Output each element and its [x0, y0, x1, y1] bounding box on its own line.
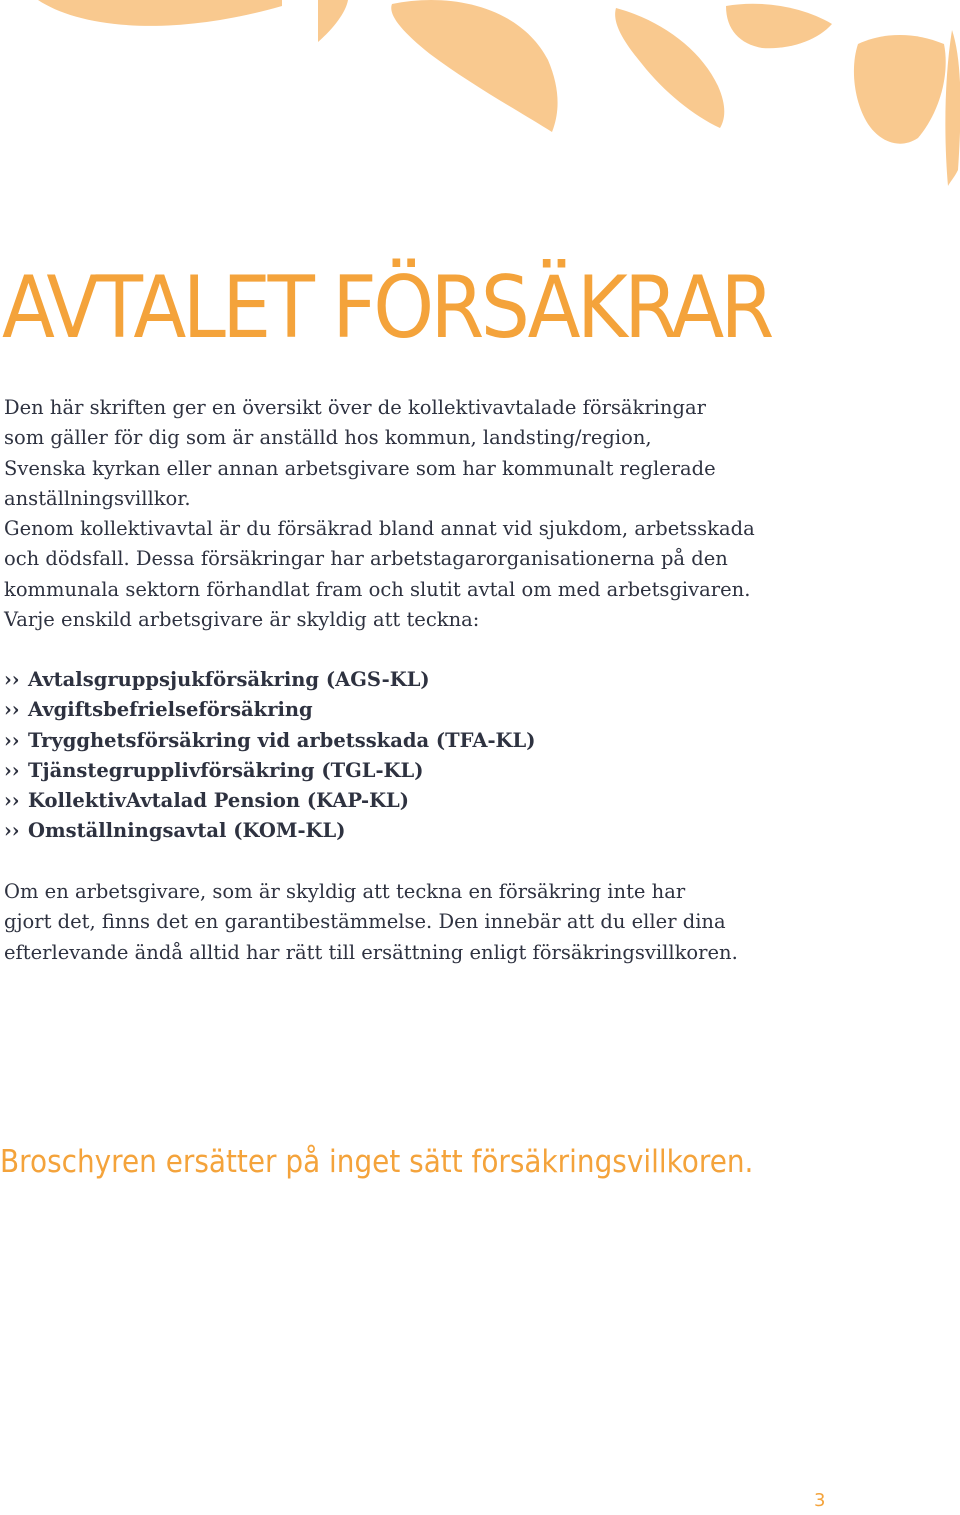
leaf-shape: [38, 0, 282, 26]
bullet-icon: ››: [4, 698, 20, 722]
page-title: AVTALET FÖRSÄKRAR: [2, 258, 771, 358]
bullet-icon: ››: [4, 728, 20, 752]
leaf-shape: [615, 8, 724, 128]
leaf-shape: [726, 4, 832, 49]
page-number: 3: [814, 1490, 826, 1511]
leaf-shape: [945, 30, 960, 186]
bullet-icon: ››: [4, 789, 20, 813]
bullet-icon: ››: [4, 758, 20, 782]
list-item: [4, 695, 535, 725]
list-item-label: Tjänstegrupplivförsäkring (TGL-KL): [28, 758, 424, 782]
guarantee-paragraph: Om en arbetsgivare, som är skyldig att teckna en försäkring inte har gjort det, finns det en garantibestämmelse. Den innebär att du eller dina efterlevande ändå alltid har rätt till ersättning enligt försäkringsvillkoren.: [4, 880, 738, 964]
list-item: [4, 665, 535, 695]
list-item: [4, 726, 535, 756]
list-item: [4, 816, 535, 846]
intro-paragraph: Den här skriften ger en översikt över de kollektivavtalade försäkringar som gäller för dig som är anställd hos kommun, landsting/region, Svenska kyrkan eller annan arbetsgivare som har kommunalt reglerade anställningsvillkor. Genom kollektivavtal är du försäkrad bland annat vid sjukdom, arbetsskada och dödsfall. Dessa försäkringar har arbetstagarorganisationerna på den kommunala sektorn förhandlat fram och slutit avtal om med arbetsgivaren. Varje enskild arbetsgivare är skyldig att teckna:: [4, 396, 755, 632]
leaf-shape: [854, 35, 946, 144]
list-item-label: KollektivAvtalad Pension (KAP-KL): [28, 789, 409, 813]
list-item-label: Avgiftsbefrielseförsäkring: [28, 698, 313, 722]
leaf-shape: [318, 0, 348, 42]
intro-section: [4, 393, 904, 635]
bullet-icon: ››: [4, 819, 20, 843]
list-item: [4, 786, 535, 816]
bullet-icon: ››: [4, 668, 20, 691]
leaf-decoration: [0, 0, 960, 200]
list-item-label: Omställningsavtal (KOM-KL): [28, 819, 346, 843]
insurance-list: [4, 665, 535, 847]
list-item-label: Avtalsgruppsjukförsäkring (AGS-KL): [28, 668, 430, 691]
leaf-shape: [391, 0, 557, 132]
list-item: [4, 756, 535, 786]
notice-text: Broschyren ersätter på inget sätt försäkringsvillkoren.: [0, 1144, 754, 1180]
list-item-label: Trygghetsförsäkring vid arbetsskada (TFA-KL): [28, 728, 536, 752]
